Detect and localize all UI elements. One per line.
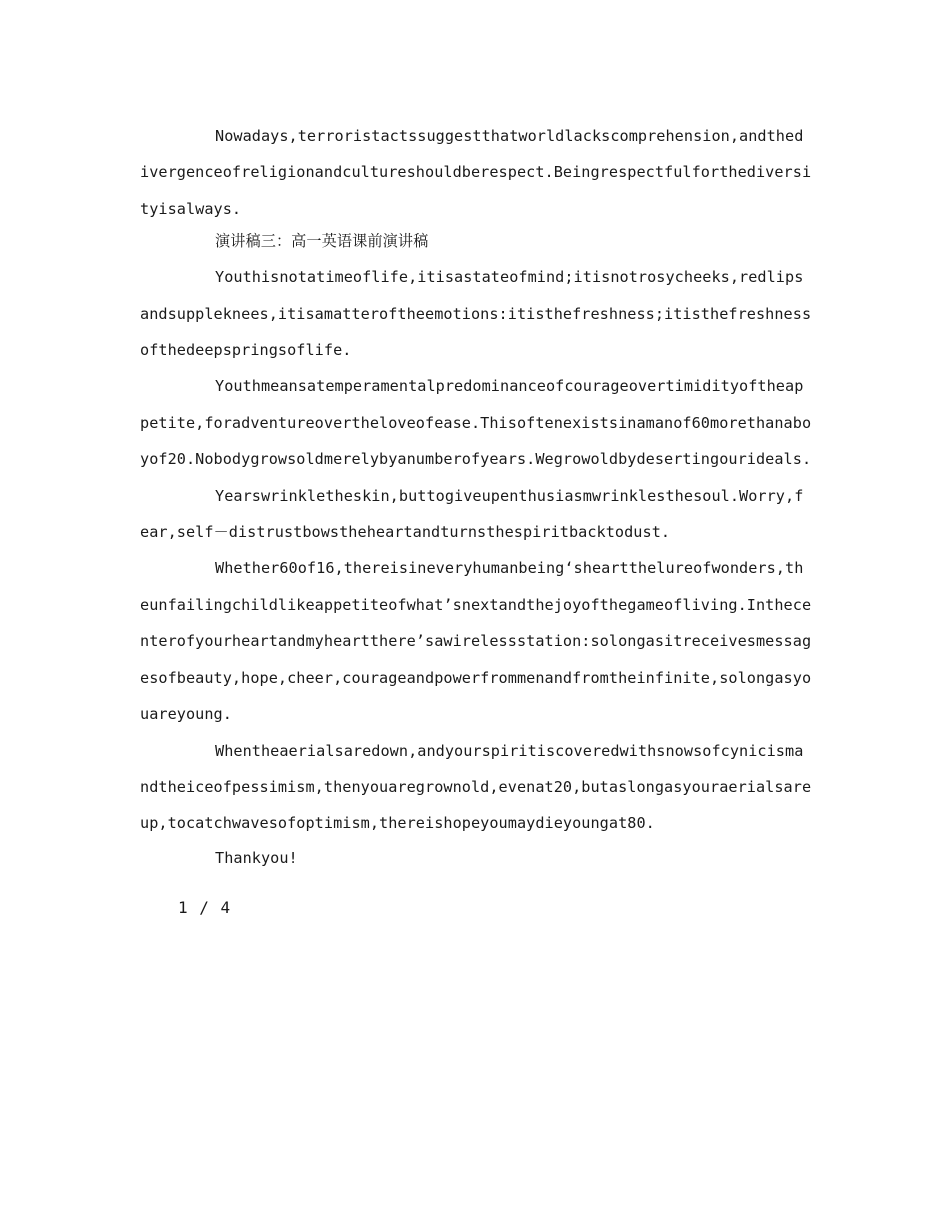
paragraph-wrinkles: Yearswrinkletheskin,buttogiveupenthusiasmwrinklesthesoul.Worry,fear,self－distrustbowstheheartandturnsthespiritbacktodust. [140,486,804,542]
speech-three-heading: 演讲稿三：高一英语课前演讲稿 [215,232,429,251]
document-body [140,118,812,874]
paragraph-thank-you: Thankyou! [215,848,298,867]
paragraph-youth-definition: Youthisnotatimeoflife,itisastateofmind;itisnotrosycheeks,redlipsandsuppleknees,itisamatteroftheemotions:itisthefreshness;itisthefreshnessofthedeepspringsoflife. [140,268,812,360]
page-number: 1 / 4 [178,898,232,917]
paragraph-aerials: Whentheaerialsaredown,andyourspiritiscoveredwithsnowsofcynicismandtheiceofpessimism,thenyouaregrownold,evenat20,butaslongasyouraerialsareup,tocatchwavesofoptimism,thereishopeyoumaydieyoungat80. [140,741,812,833]
paragraph-wireless-station: Whether60of16,thereisineveryhumanbeing‘sheartthelureofwonders,theunfailingchildlikeappetiteofwhat’snextandthejoyofthegameofliving.Inthecenterofyourheartandmyheartthere’sawirelessstation:solongasitreceivesmessagesofbeauty,hope,cheer,courageandpowerfrommenandfromtheinfinite,solongasyouareyoung. [140,559,812,724]
paragraph-youth-courage: Youthmeansatemperamentalpredominanceofcourageovertimidityoftheappetite,foradventureovertheloveofease.Thisoftenexistsinamanof60morethanaboyof20.Nobodygrowsoldmerelybyanumberofyears.Wegrowoldbydesertingourideals. [140,377,812,469]
paragraph-terrorism: Nowadays,terroristactssuggestthatworldlackscomprehension,andthedivergenceofreligionandcultureshouldberespect.Beingrespectfulforthediversityisalways. [140,127,812,218]
